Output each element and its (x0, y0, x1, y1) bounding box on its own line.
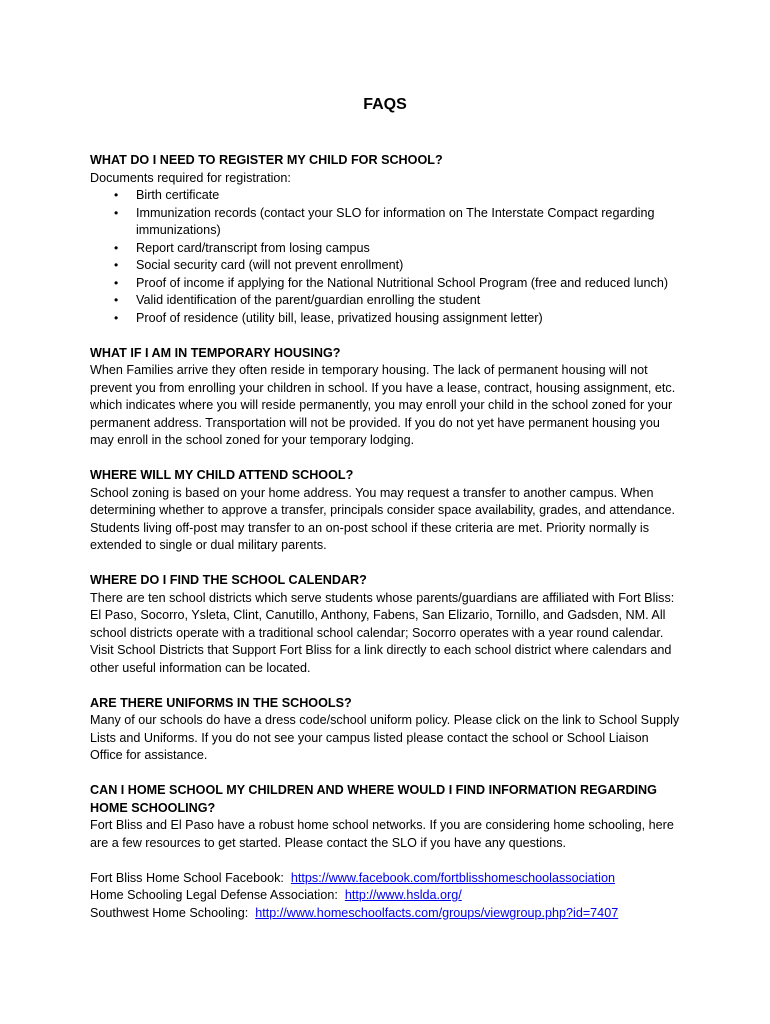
resource-label: Southwest Home Schooling: (90, 905, 256, 920)
resource-line-hslda (90, 887, 680, 905)
bullet-icon: • (114, 293, 119, 307)
bullet-icon: • (114, 240, 119, 255)
hslda-link[interactable]: http://www.hslda.org/ (344, 888, 462, 902)
bullet-icon: • (114, 310, 119, 325)
faq-answer: Fort Bliss and El Paso have a robust home school networks. If you are considering home schooling, here are a few resources to get started. Please contact the SLO if you have any questions. (90, 818, 674, 850)
faq-intro: Documents required for registration: (90, 170, 291, 185)
faq-section-uniforms (90, 695, 680, 765)
resource-label: Fort Bliss Home School Facebook: (90, 870, 291, 885)
faq-section-temporary-housing (90, 345, 680, 450)
faq-section-school-attendance (90, 467, 680, 555)
southwest-homeschool-link[interactable]: http://www.homeschoolfacts.com/groups/viewgroup.php?id=7407 (255, 905, 619, 920)
resource-line-southwest (90, 905, 680, 923)
list-item: • Report card/transcript from losing campus (90, 240, 680, 258)
faq-question: WHERE DO I FIND THE SCHOOL CALENDAR? (90, 573, 367, 587)
bullet-icon: • (114, 275, 119, 290)
faq-section-register (90, 152, 680, 327)
list-item: • Proof of income if applying for the National Nutritional School Program (free and reduced lunch) (90, 275, 680, 293)
faq-answer: When Families arrive they often reside in temporary housing. The lack of permanent housing will not prevent you from enrolling your children in school. If you have a lease, contract, housing assignment, etc. which indicates where you will reside permanently, you may enroll your child in the school zoned for your permanent address. Transportation will not be provided. If you do not yet have permanent housing you may enroll in the school zoned for your temporary lodging. (90, 363, 676, 447)
faq-section-home-school (90, 782, 680, 852)
faq-answer: There are ten school districts which serve students whose parents/guardians are affiliated with Fort Bliss: El Paso, Socorro, Ysleta, Clint, Canutillo, Anthony, Fabens, San Elizario, Tornillo, and Gadsden, NM. All school districts operate with a traditional school calendar; Socorro operates with a year round calendar. Visit School Districts that Support Fort Bliss for a link directly to each school district where calendars and other useful information can be located. (90, 590, 675, 675)
faq-question: CAN I HOME SCHOOL MY CHILDREN AND WHERE WOULD I FIND INFORMATION REGARDING HOME SCHOOLING? (90, 783, 657, 815)
resource-label: Home Schooling Legal Defense Association: (90, 888, 345, 902)
faq-question: WHAT IF I AM IN TEMPORARY HOUSING? (90, 345, 341, 360)
faq-question: WHERE WILL MY CHILD ATTEND SCHOOL? (90, 468, 354, 482)
list-item: • Valid identification of the parent/guardian enrolling the student (90, 292, 680, 310)
list-item: • Proof of residence (utility bill, lease, privatized housing assignment letter) (90, 310, 680, 328)
resource-line-facebook (90, 870, 680, 888)
list-item: • Immunization records (contact your SLO for information on The Interstate Compact regarding immunizations) (114, 205, 655, 237)
bullet-icon: • (114, 188, 119, 202)
resource-list (90, 870, 680, 923)
faq-body (90, 152, 680, 922)
faq-question: WHAT DO I NEED TO REGISTER MY CHILD FOR SCHOOL? (90, 153, 443, 167)
faq-answer: Many of our schools do have a dress code/school uniform policy. Please click on the link to School Supply Lists and Uniforms. If you do not see your campus listed please contact the school or School Liaison Office for assistance. (90, 713, 680, 762)
list-item: • Social security card (will not prevent enrollment) (90, 257, 680, 275)
faq-answer: School zoning is based on your home address. You may request a transfer to another campus. When determining whether to approve a transfer, principals consider space availability, grades, and attendance. Students living off-post may transfer to an on-post school if these criteria are met. Priority normally is extended to single or dual military parents. (90, 485, 676, 552)
page-title: FAQS (363, 96, 407, 113)
faq-question: ARE THERE UNIFORMS IN THE SCHOOLS? (90, 695, 352, 710)
bullet-icon: • (114, 258, 119, 272)
faq-section-school-calendar (90, 572, 680, 677)
required-documents-list (90, 187, 680, 327)
facebook-link[interactable]: https://www.facebook.com/fortblisshomeschoolassociation (290, 870, 615, 885)
list-item: • Birth certificate (90, 187, 680, 205)
bullet-icon: • (114, 205, 119, 220)
